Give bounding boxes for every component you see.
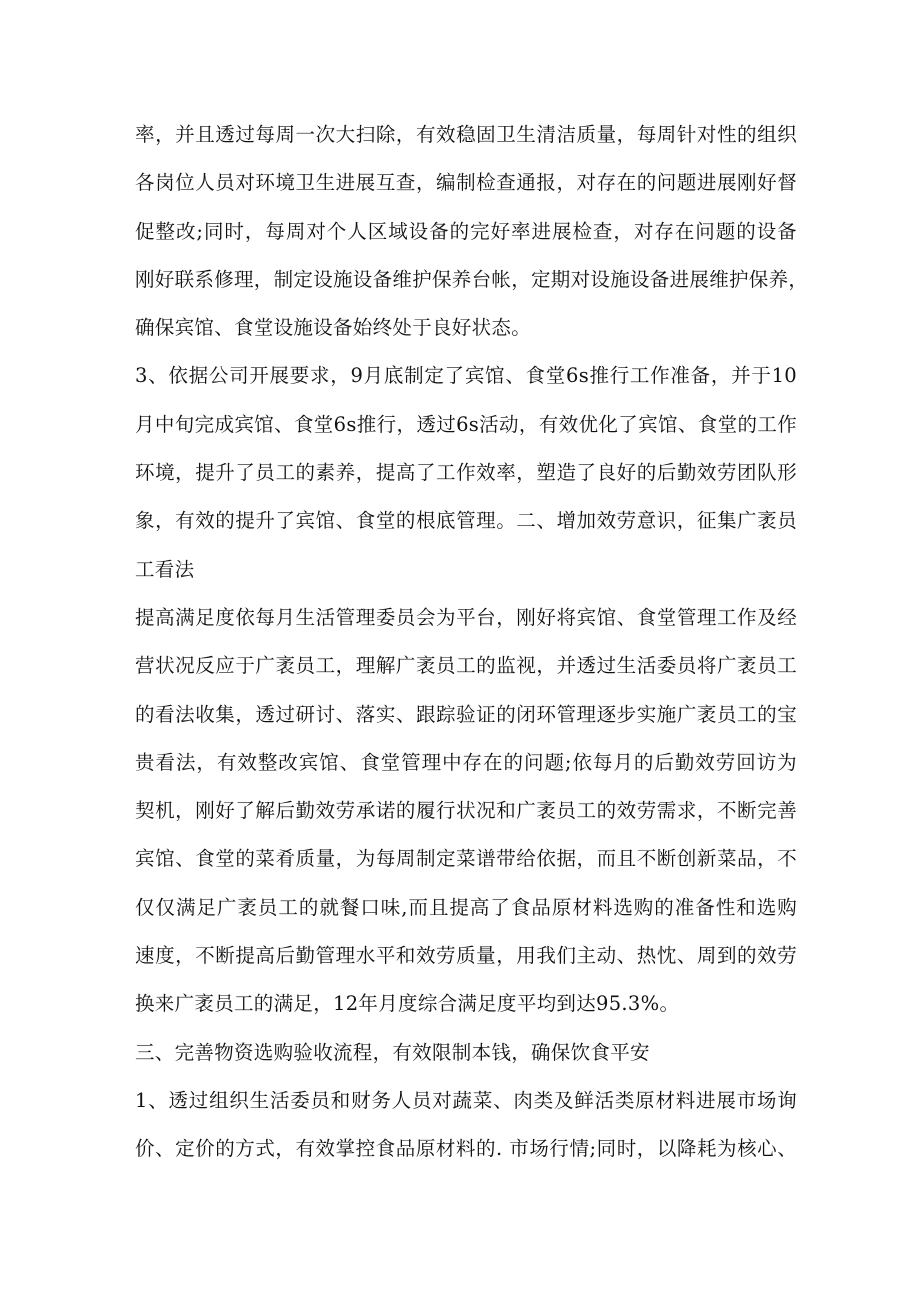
text-line: 刚好联系修理，制定设施设备维护保养台帐，定期对设施设备进展维护保养， bbox=[135, 267, 809, 291]
text-line: 营状况反应于广袤员工，理解广袤员工的监视，并透过生活委员将广袤员工 bbox=[135, 654, 797, 678]
text-line: 月中旬完成宾馆、食堂6s推行，透过6s活动，有效优化了宾馆、食堂的工作 bbox=[135, 412, 797, 436]
document-page bbox=[135, 111, 809, 1174]
text-line: 率，并且透过每周一次大扫除，有效稳固卫生清洁质量，每周针对性的组织 bbox=[135, 123, 797, 146]
text-line: 工看法 bbox=[135, 557, 195, 581]
text-line: 各岗位人员对环境卫生进展互查，编制检查通报，对存在的问题进展刚好督 bbox=[135, 171, 797, 195]
text-line: 提高满足度依每月生活管理委员会为平台，刚好将宾馆、食堂管理工作及经 bbox=[135, 605, 797, 629]
text-line: 贵看法，有效整改宾馆、食堂管理中存在的问题;依每月的后勤效劳回访为 bbox=[135, 750, 797, 774]
text-line: 环境，提升了员工的素养，提高了工作效率，塑造了良好的后勤效劳团队形 bbox=[135, 461, 797, 485]
text-line: 的看法收集，透过研讨、落实、跟踪验证的闭环管理逐步实施广袤员工的宝 bbox=[135, 702, 797, 726]
text-line: 换来广袤员工的满足，12年月度综合满足度平均到达95.3%。 bbox=[135, 992, 680, 1016]
text-line: 宾馆、食堂的菜肴质量，为每周制定菜谱带给依据，而且不断创新菜品，不 bbox=[135, 847, 797, 871]
text-line: 契机，刚好了解后勤效劳承诺的履行状况和广袤员工的效劳需求，不断完善 bbox=[135, 799, 797, 823]
text-line: 促整改;同时，每周对个人区域设备的完好率进展检查，对存在问题的设备 bbox=[135, 219, 797, 243]
text-line: 仅仅满足广袤员工的就餐口味,而且提高了食品原材料选购的准备性和选购 bbox=[135, 895, 797, 919]
text-line: 价、定价的方式，有效掌控食品原材料的. 市场行情;同时，以降耗为核心、 bbox=[135, 1137, 797, 1161]
section-heading: 三、完善物资选购验收流程，有效限制本钱，确保饮食平安 bbox=[135, 1040, 650, 1064]
text-line: 3、依据公司开展要求，9月底制定了宾馆、食堂6s推行工作准备，并于10 bbox=[135, 364, 797, 388]
text-line: 1、透过组织生活委员和财务人员对蔬菜、肉类及鲜活类原材料进展市场询 bbox=[135, 1088, 797, 1112]
text-line: 速度，不断提高后勤管理水平和效劳质量，用我们主动、热忱、周到的效劳 bbox=[135, 944, 797, 968]
text-line: 象，有效的提升了宾馆、食堂的根底管理。二、增加效劳意识，征集广袤员 bbox=[135, 509, 797, 533]
text-line: 确保宾馆、食堂设施设备始终处于良好状态。 bbox=[135, 316, 532, 340]
